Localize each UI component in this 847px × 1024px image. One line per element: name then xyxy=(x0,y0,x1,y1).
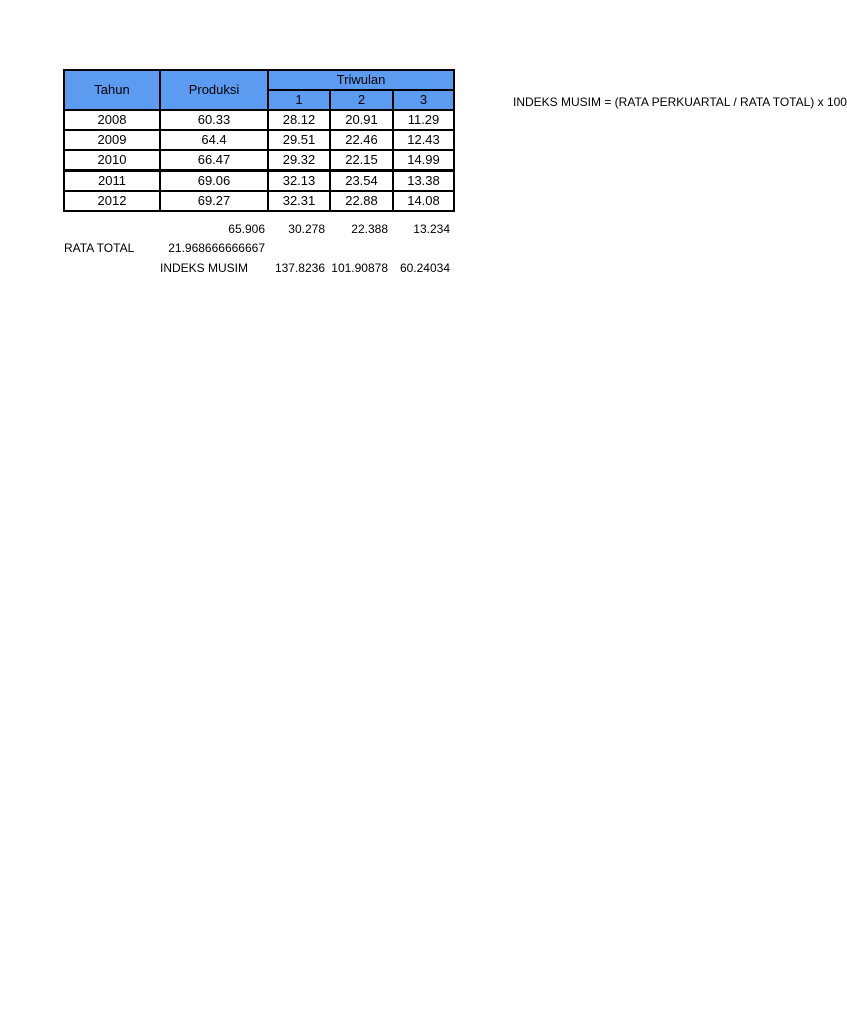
cell-produksi[interactable]: 64.4 xyxy=(160,130,268,150)
production-table xyxy=(63,69,455,212)
cell-q3[interactable]: 14.99 xyxy=(393,150,454,171)
cell-tahun[interactable]: 2012 xyxy=(64,191,160,211)
cell-q2[interactable]: 22.46 xyxy=(330,130,393,150)
cell-q1[interactable]: 29.32 xyxy=(268,150,330,171)
indeks-musim-q2[interactable]: 101.90878 xyxy=(331,261,388,275)
cell-q1[interactable]: 29.51 xyxy=(268,130,330,150)
table-row xyxy=(64,191,454,211)
header-q1[interactable]: 1 xyxy=(268,90,330,110)
cell-produksi[interactable]: 69.27 xyxy=(160,191,268,211)
rata-total-value[interactable]: 21.968666666667 xyxy=(168,241,265,255)
table-row xyxy=(64,110,454,130)
header-q2[interactable]: 2 xyxy=(330,90,393,110)
avg-q3[interactable]: 13.234 xyxy=(413,222,450,236)
header-produksi[interactable]: Produksi xyxy=(160,70,268,110)
cell-q3[interactable]: 12.43 xyxy=(393,130,454,150)
cell-produksi[interactable]: 66.47 xyxy=(160,150,268,171)
cell-q2[interactable]: 22.88 xyxy=(330,191,393,211)
avg-q2[interactable]: 22.388 xyxy=(351,222,388,236)
table-row xyxy=(64,130,454,150)
cell-q1[interactable]: 28.12 xyxy=(268,110,330,130)
cell-q1[interactable]: 32.13 xyxy=(268,171,330,192)
header-tahun[interactable]: Tahun xyxy=(64,70,160,110)
cell-q3[interactable]: 11.29 xyxy=(393,110,454,130)
table-row xyxy=(64,171,454,192)
cell-tahun[interactable]: 2009 xyxy=(64,130,160,150)
cell-q2[interactable]: 23.54 xyxy=(330,171,393,192)
header-triwulan[interactable]: Triwulan xyxy=(268,70,454,90)
indeks-musim-q3[interactable]: 60.24034 xyxy=(399,261,450,275)
cell-q1[interactable]: 32.31 xyxy=(268,191,330,211)
cell-q3[interactable]: 14.08 xyxy=(393,191,454,211)
cell-q2[interactable]: 20.91 xyxy=(330,110,393,130)
cell-produksi[interactable]: 60.33 xyxy=(160,110,268,130)
cell-q3[interactable]: 13.38 xyxy=(393,171,454,192)
formula-note[interactable]: INDEKS MUSIM = (RATA PERKUARTAL / RATA TOTAL) x 100 xyxy=(513,95,847,109)
indeks-musim-label[interactable]: INDEKS MUSIM xyxy=(160,261,249,275)
indeks-musim-q1[interactable]: 137.8236 xyxy=(274,261,325,275)
avg-produksi[interactable]: 65.906 xyxy=(228,222,265,236)
rata-total-label[interactable]: RATA TOTAL xyxy=(64,241,135,255)
cell-tahun[interactable]: 2011 xyxy=(64,171,160,192)
cell-produksi[interactable]: 69.06 xyxy=(160,171,268,192)
table-row xyxy=(64,150,454,171)
avg-q1[interactable]: 30.278 xyxy=(288,222,325,236)
header-q3[interactable]: 3 xyxy=(393,90,454,110)
cell-tahun[interactable]: 2008 xyxy=(64,110,160,130)
cell-q2[interactable]: 22.15 xyxy=(330,150,393,171)
cell-tahun[interactable]: 2010 xyxy=(64,150,160,171)
